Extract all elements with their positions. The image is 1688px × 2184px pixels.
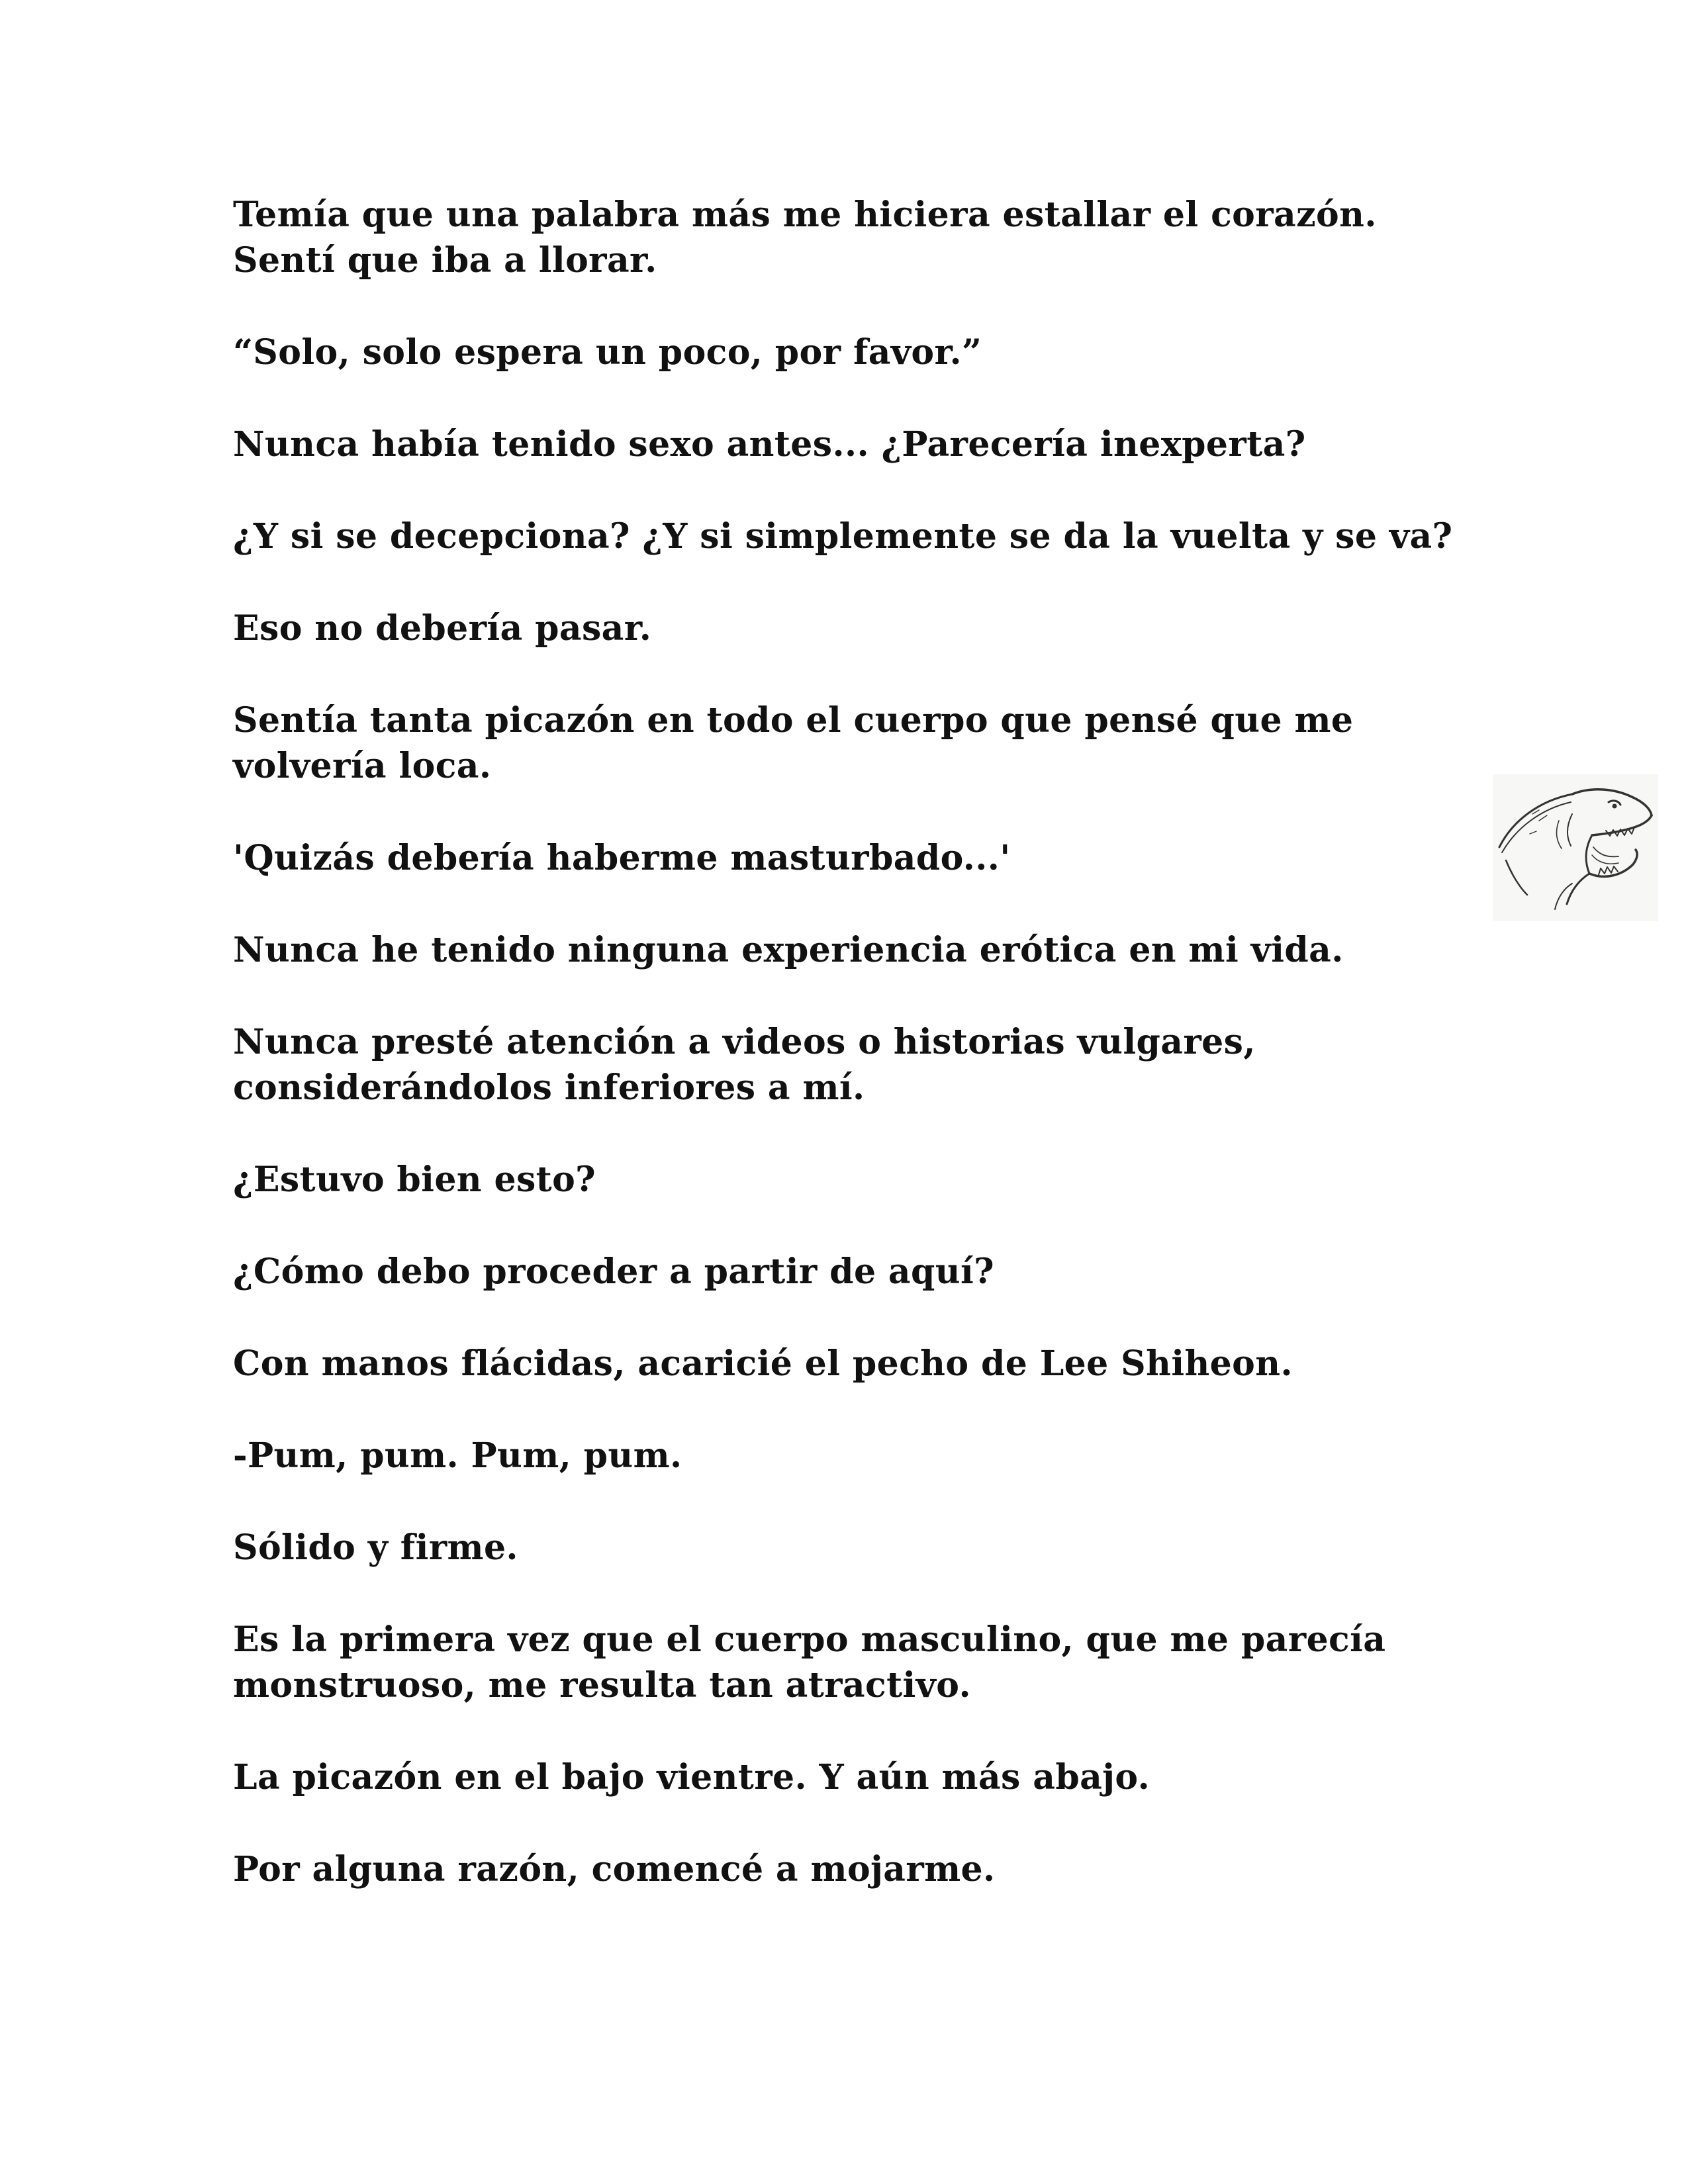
paragraph: Nunca presté atención a videos o historias vulgares, considerándolos inferiores a mí. bbox=[233, 1022, 1256, 1108]
paragraph: Temía que una palabra más me hiciera estallar el corazón. Sentí que iba a llorar. bbox=[233, 195, 1377, 281]
paragraph: Nunca había tenido sexo antes... ¿Parecería inexperta? bbox=[233, 424, 1306, 465]
paragraph: ¿Cómo debo proceder a partir de aquí? bbox=[233, 1251, 995, 1292]
paragraph: Eso no debería pasar. bbox=[233, 608, 652, 649]
paragraph: Es la primera vez que el cuerpo masculino, que me parecía monstruoso, me resulta tan atractivo. bbox=[233, 1619, 1386, 1706]
dinosaur-head-sketch-icon bbox=[1493, 774, 1658, 921]
paragraph: ¿Y si se decepciona? ¿Y si simplemente se da la vuelta y se va? bbox=[233, 516, 1453, 557]
paragraph: Sólido y firme. bbox=[233, 1527, 518, 1568]
paragraph: 'Quizás debería haberme masturbado...' bbox=[233, 838, 1011, 878]
paragraph: La picazón en el bajo vientre. Y aún más abajo. bbox=[233, 1757, 1150, 1797]
paragraph: Sentía tanta picazón en todo el cuerpo que pensé que me volvería loca. bbox=[233, 700, 1354, 786]
paragraph: -Pum, pum. Pum, pum. bbox=[233, 1435, 682, 1476]
paragraph: ¿Estuvo bien esto? bbox=[233, 1160, 596, 1200]
paragraph: Con manos flácidas, acaricié el pecho de Lee Shiheon. bbox=[233, 1343, 1293, 1384]
paragraph: Nunca he tenido ninguna experiencia erótica en mi vida. bbox=[233, 930, 1344, 970]
paragraph: Por alguna razón, comencé a mojarme. bbox=[233, 1849, 996, 1889]
paragraph: “Solo, solo espera un poco, por favor.” bbox=[233, 332, 982, 373]
body-text bbox=[233, 192, 1491, 1938]
